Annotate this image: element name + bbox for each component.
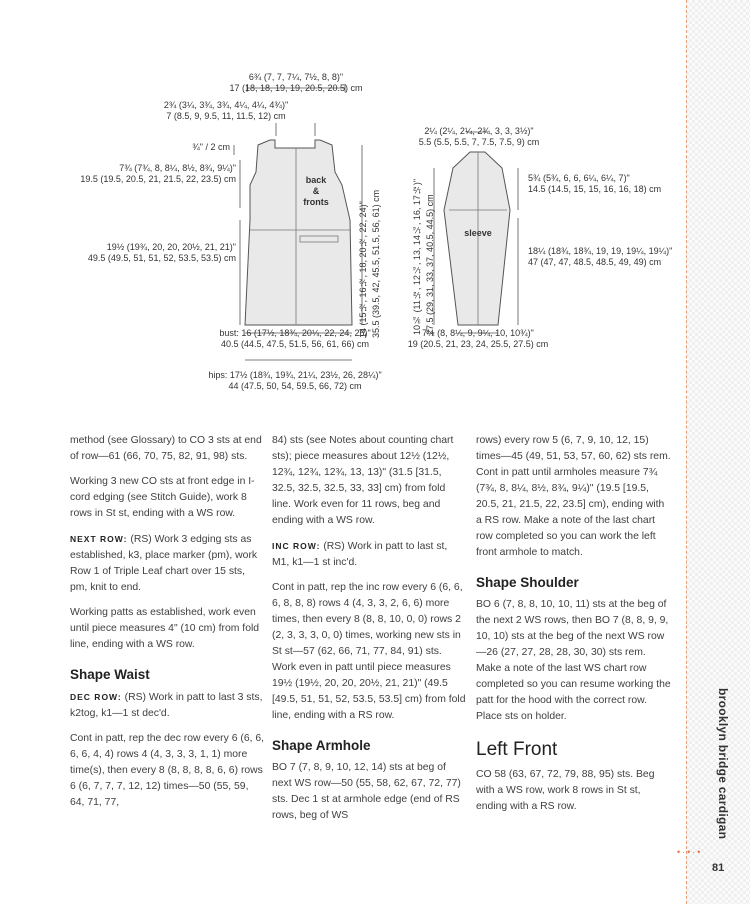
body-length-in: 14 (15½, 16½, 18, 20½, 22, 24)" (358, 201, 368, 338)
paragraph: CO 58 (63, 67, 72, 79, 88, 95) sts. Beg with a WS row, work 8 rows in St st, ending with a RS row. (476, 769, 655, 812)
paragraph: BO 6 (7, 8, 8, 10, 10, 11) sts at the beg of the next 2 WS rows, then BO 7 (8, 8, 9, 9, 10, 10) sts at the beg of the next WS row—26 (27, 27, 28, 28, 30, 30) sts rem. Make a note of the last WS chart row completed so you can resume working the patt for the hood with the correct row. Place sts on holder. (476, 599, 671, 722)
sleeve-length-in: 18¼ (18¾, 18¾, 19, 19, 19¼, 19¼)" (528, 246, 673, 256)
folio-marker-icon: •·•·• (677, 847, 703, 857)
body-shoulder-label (146, 100, 306, 122)
section-heading: Shape Waist (70, 667, 150, 682)
schematic-drawing (0, 60, 686, 405)
text-column-3 (476, 433, 671, 824)
sleeve-cuff-in: 7½ (8, 8¼, 9, 9¼, 10, 10¾)" (422, 328, 534, 338)
sleeve-length-cm: 47 (47, 47, 48.5, 48.5, 49, 49) cm (528, 257, 662, 267)
sleeve-cap-in: 5¾ (5¾, 6, 6, 6¼, 6¼, 7)" (528, 173, 630, 183)
sleeve-cap-label (528, 173, 668, 195)
sleeve-piece-label: sleeve (464, 228, 492, 238)
paragraph-body: (RS) Work 3 edging sts as established, k3, place marker (pm), work Row 1 of Triple Leaf chart over 15 sts, pm, knit to end. (70, 534, 258, 593)
book-title: brooklyn bridge cardigan (716, 688, 730, 840)
sleeve-cuff-label (393, 328, 563, 350)
body-length-cm: 35.5 (39.5, 42, 45.5, 51.5, 56, 61) cm (371, 189, 381, 338)
body-hips-in: hips: 17½ (18¾, 19¾, 21¼, 23½, 26, 28¼)" (208, 370, 382, 380)
sleeve-top-label (394, 126, 564, 148)
schematic-figure (0, 60, 686, 405)
major-heading: Left Front (476, 739, 558, 760)
paragraph: BO 7 (7, 8, 9, 10, 12, 14) sts at beg of next WS row—50 (55, 58, 62, 67, 72, 77) sts. Dec 1 st at armhole edge (end of RS rows, beg of WS (272, 762, 461, 821)
paragraph: Cont in patt, rep the dec row every 6 (6, 6, 6, 6, 4, 4) rows 4 (4, 3, 3, 3, 1, 1) more time(s), then every 8 (8, 8, 8, 8, 6, 6) rows 6 (6, 7, 7, 7, 12, 12) times—50 (55, 59, 64, 71, 77, (70, 733, 265, 808)
body-shoulder-in: 2¾ (3¼, 3¾, 3¾, 4¼, 4¼, 4¾)" (163, 100, 289, 110)
paragraph (70, 689, 265, 722)
body-side-label (56, 242, 236, 264)
paragraph (70, 531, 265, 596)
body-side-in: 19½ (19¾, 20, 20, 20½, 21, 21)" (106, 242, 236, 252)
sleeve-width-in: 10¾ (11½, 12¼, 13, 14¼, 16, 17½)" (412, 178, 422, 335)
body-side-cm: 49.5 (49.5, 51, 51, 52, 53.5, 53.5) cm (87, 253, 236, 263)
page-number: 81 (712, 862, 725, 874)
body-bust-label (205, 328, 385, 350)
sleeve-cuff-cm: 19 (20.5, 21, 23, 24, 25.5, 27.5) cm (407, 339, 549, 349)
body-hips-label (205, 370, 385, 392)
page-edge-dashed-line (686, 0, 687, 904)
sleeve-top-cm: 5.5 (5.5, 5.5, 7, 7.5, 7.5, 9) cm (418, 137, 540, 147)
sleeve-width-cm: 27.5 (29, 31, 33, 37, 40.5, 44.5) cm (425, 194, 435, 335)
section-heading: Shape Armhole (272, 738, 371, 753)
sleeve-top-in: 2¼ (2¼, 2¼, 2¾, 3, 3, 3½)" (424, 126, 534, 136)
body-hips-cm: 44 (47.5, 50, 54, 59.5, 66, 72) cm (228, 381, 362, 391)
body-piece-shape (245, 140, 352, 325)
body-armhole-label (56, 163, 236, 185)
body-armhole-cm: 19.5 (19.5, 20.5, 21, 21.5, 22, 23.5) cm (80, 174, 236, 184)
body-shoulder-cm: 7 (8.5, 9, 9.5, 11, 11.5, 12) cm (166, 111, 286, 121)
paragraph: rows) every row 5 (6, 7, 9, 10, 12, 15) times—45 (49, 51, 53, 57, 60, 62) sts rem. Cont in patt until armholes measure 7¾ (7¾, 8, 8¼, 8½, 8¾, 9¼)" (19.5 [19.5, 20.5, 21, 21.5, 22, 23.5] cm), ending with a RS row. Make a note of the last chart row completed so you can work the left front armhole to match. (476, 435, 671, 558)
running-title (716, 688, 736, 838)
sleeve-cap-cm: 14.5 (14.5, 15, 15, 16, 16, 18) cm (528, 184, 662, 194)
paragraph: 84) sts (see Notes about counting chart sts); piece measures about 12½ (12½, 12¾, 12¾, 12¾, 13, 13)" (31.5 [31.5, 32.5, 32.5, 32.5, 33, 33] cm) from fold line. Work even for 11 rows, beg and ending with a WS row. (272, 435, 454, 526)
section-heading: Shape Shoulder (476, 575, 579, 590)
run-in-label: NEXT ROW: (70, 534, 128, 544)
body-top-width-in: 6¾ (7, 7, 7¼, 7½, 8, 8)" (248, 72, 344, 82)
body-top-width-label (216, 72, 376, 94)
body-shoulder-slope-label: ¾" / 2 cm (192, 142, 230, 152)
paragraph: Cont in patt, rep the inc row every 6 (6, 6, 6, 8, 8, 8) rows 4 (4, 3, 3, 2, 6, 6) more times, then every 8 (8, 8, 10, 0, 0) rows 2 (2, 3, 3, 3, 0, 0) times, working new sts in St st—57 (62, 66, 71, 77, 84, 91) sts. Work even in patt until piece measures 19½ (19½, 20, 20, 20½, 21, 21)" (49.5 [49.5, 51, 51, 52, 53.5, 53.5] cm) from fold line, ending with a RS row. (272, 582, 466, 721)
paragraph: method (see Glossary) to CO 3 sts at end of row—61 (66, 70, 75, 82, 91, 98) sts. (70, 435, 262, 462)
paragraph-body: (RS) Work in patt to last st, M1, k1—1 st inc'd. (272, 541, 448, 568)
body-bust-cm: 40.5 (44.5, 47.5, 51.5, 56, 61, 66) cm (220, 339, 370, 349)
run-in-label: DEC ROW: (70, 692, 122, 702)
text-column-1 (70, 433, 265, 820)
paragraph: Working 3 new CO sts at front edge in I-cord edging (see Stitch Guide), work 8 rows in St st, ending with a WS row. (70, 476, 255, 519)
paragraph-body: (RS) Work in patt to last 3 sts, k2tog, k1—1 st dec'd. (70, 692, 263, 719)
paragraph: Working patts as established, work even until piece measures 4" (10 cm) from fold line, ending with a WS row. (70, 607, 260, 650)
body-bust-in: bust: 16 (17½, 18¾, 20¼, 22, 24, 26)" (219, 328, 371, 338)
body-piece-label: back & fronts (303, 175, 329, 207)
text-column-2 (272, 433, 467, 833)
paragraph (272, 538, 467, 571)
run-in-label: INC ROW: (272, 541, 321, 551)
body-armhole-in: 7¾ (7¾, 8, 8¼, 8½, 8¾, 9¼)" (119, 163, 236, 173)
sleeve-length-label (528, 246, 678, 268)
body-top-width-cm: 17 (18, 18, 19, 19, 20.5, 20.5) cm (229, 83, 363, 93)
